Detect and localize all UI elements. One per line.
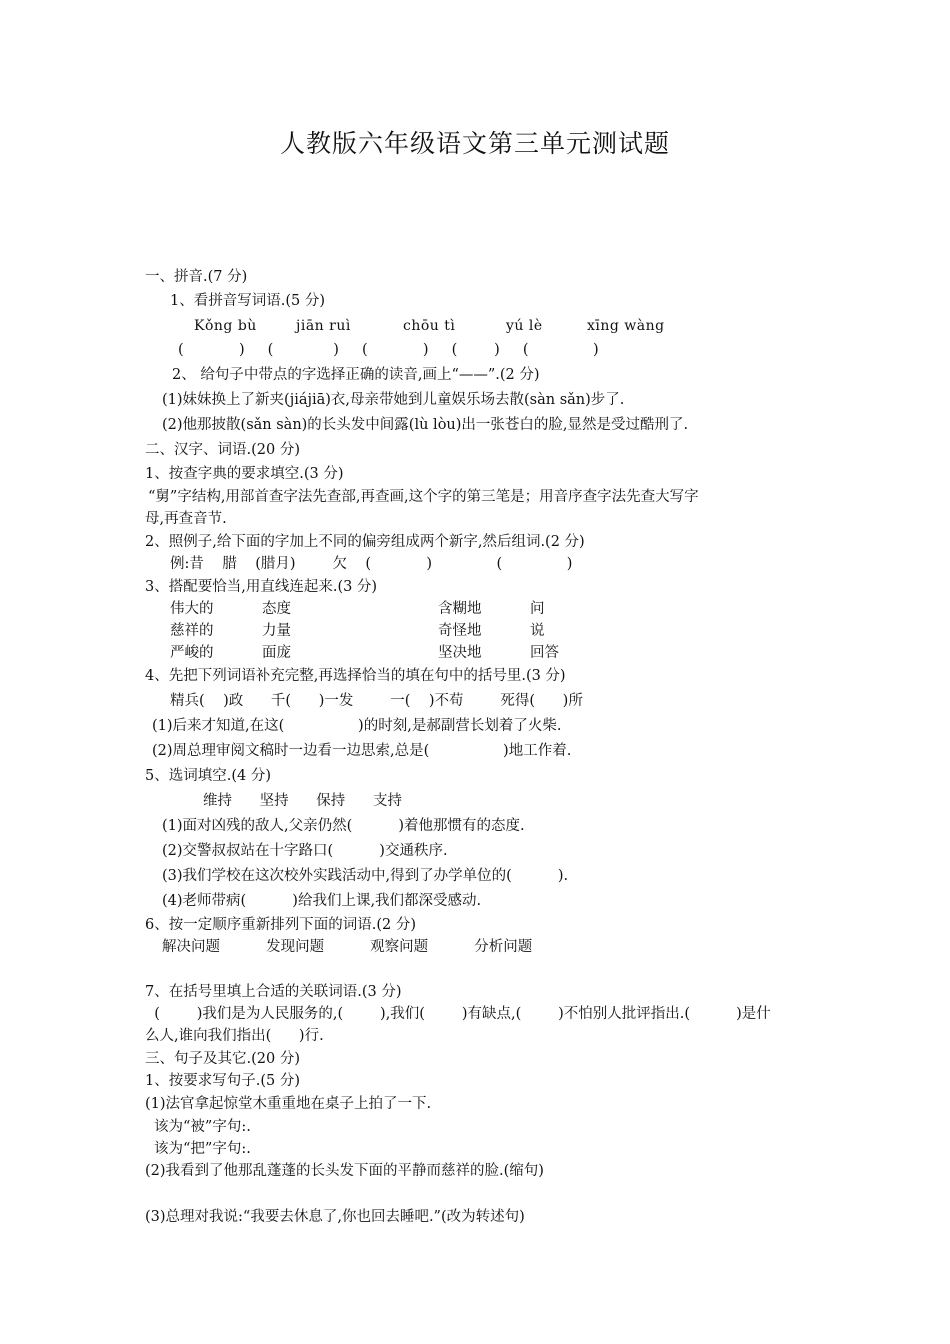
- s2-q1-text-b: 母,再查音节.: [145, 511, 227, 527]
- pinyin-5: xīng wàng: [587, 318, 665, 334]
- section-2-heading: 二、汉字、词语.(20 分): [145, 442, 300, 458]
- s1-q2-2: (2)他那披散(sǎn sàn)的长头发中间露(lù lòu)出一张苍白的脸,显然是受过酷刑了.: [162, 417, 689, 433]
- pinyin-1: Kǒng bù: [194, 318, 257, 334]
- document-title: 人教版六年级语文第三单元测试题: [279, 129, 670, 158]
- section-1-heading: 一、拼音.(7 分): [145, 269, 248, 285]
- match-mid-3: 面庞: [262, 645, 291, 661]
- match-mid-2: 力量: [262, 623, 291, 639]
- match-right1-3: 坚决地: [438, 645, 482, 661]
- s3-q1-1b: 该为“把”字句:.: [154, 1141, 251, 1157]
- s3-q1: 1、按要求写句子.(5 分): [145, 1073, 300, 1089]
- s3-q1-2: (2)我看到了他那乱蓬蓬的长头发下面的平静而慈祥的脸.(缩句): [145, 1163, 544, 1179]
- match-right2-1: 问: [530, 601, 545, 617]
- s2-q6: 6、按一定顺序重新排列下面的词语.(2 分): [145, 917, 416, 933]
- match-mid-1: 态度: [262, 601, 291, 617]
- match-right1-2: 奇怪地: [438, 623, 482, 639]
- s1-q2: 2、 给句子中带点的字选择正确的读音,画上“——”.(2 分): [172, 367, 540, 383]
- s2-q7: 7、在括号里填上合适的关联词语.(3 分): [145, 984, 402, 1000]
- s2-q6-words: 解决问题 发现问题 观察问题 分析问题: [162, 939, 533, 955]
- s2-q4-1: (1)后来才知道,在这( )的时刻,是郝副营长划着了火柴.: [152, 718, 562, 734]
- s2-q5: 5、选词填空.(4 分): [145, 768, 271, 784]
- s2-q4-words: 精兵( )政 千( )一发 一( )不苟 死得( )所: [170, 693, 583, 709]
- section-3-heading: 三、句子及其它.(20 分): [145, 1051, 300, 1067]
- s1-q2-1: (1)妹妹换上了新夹(jiájiā)衣,母亲带她到儿童娱乐场去散(sàn sǎn)步了.: [162, 392, 625, 408]
- pinyin-2: jiān ruì: [296, 318, 351, 334]
- s2-q4-2: (2)周总理审阅文稿时一边看一边思索,总是( )地工作着.: [152, 743, 572, 759]
- s3-q1-1a: 该为“被”字句:.: [154, 1119, 251, 1135]
- match-right1-1: 含糊地: [438, 601, 482, 617]
- s2-q7-text-b: 么人,谁向我们指出( )行.: [145, 1028, 324, 1044]
- s3-q1-3: (3)总理对我说:“我要去休息了,你也回去睡吧.”(改为转述句): [145, 1209, 525, 1225]
- s2-q7-text-a: ( )我们是为人民服务的,( ),我们( )有缺点,( )不怕别人批评指出.( )是什: [145, 1006, 771, 1022]
- s2-q1-text-a: “舅”字结构,用部首查字法先查部,再查画,这个字的第三笔是；用音序查字法先查大写字: [148, 489, 699, 505]
- s2-q4: 4、先把下列词语补充完整,再选择恰当的填在句中的括号里.(3 分): [145, 668, 566, 684]
- pinyin-answer-blanks: ( ) ( ) ( ) ( ) ( ): [178, 342, 599, 358]
- s2-q3: 3、搭配要恰当,用直线连起来.(3 分): [145, 579, 378, 595]
- match-left-2: 慈祥的: [170, 623, 214, 639]
- s2-q5-1: (1)面对凶残的敌人,父亲仍然( )着他那惯有的态度.: [162, 818, 525, 834]
- match-left-1: 伟大的: [170, 601, 214, 617]
- s2-q5-words: 维持 坚持 保持 支持: [203, 793, 402, 809]
- match-left-3: 严峻的: [170, 645, 214, 661]
- s2-q5-2: (2)交警叔叔站在十字路口( )交通秩序.: [162, 843, 448, 859]
- match-right2-3: 回答: [530, 645, 559, 661]
- s2-q1: 1、按查字典的要求填空.(3 分): [145, 466, 344, 482]
- s2-q5-3: (3)我们学校在这次校外实践活动中,得到了办学单位的( ).: [162, 868, 569, 884]
- s2-q2-example: 例:昔 腊 (腊月) 欠 ( ) ( ): [170, 556, 573, 572]
- pinyin-4: yú lè: [506, 318, 543, 334]
- pinyin-3: chōu tì: [403, 318, 456, 334]
- s1-q1: 1、看拼音写词语.(5 分): [170, 293, 325, 309]
- s3-q1-1: (1)法官拿起惊堂木重重地在桌子上拍了一下.: [145, 1096, 432, 1112]
- s2-q2: 2、照例子,给下面的字加上不同的偏旁组成两个新字,然后组词.(2 分): [145, 534, 585, 550]
- match-right2-2: 说: [530, 623, 545, 639]
- s2-q5-4: (4)老师带病( )给我们上课,我们都深受感动.: [162, 893, 482, 909]
